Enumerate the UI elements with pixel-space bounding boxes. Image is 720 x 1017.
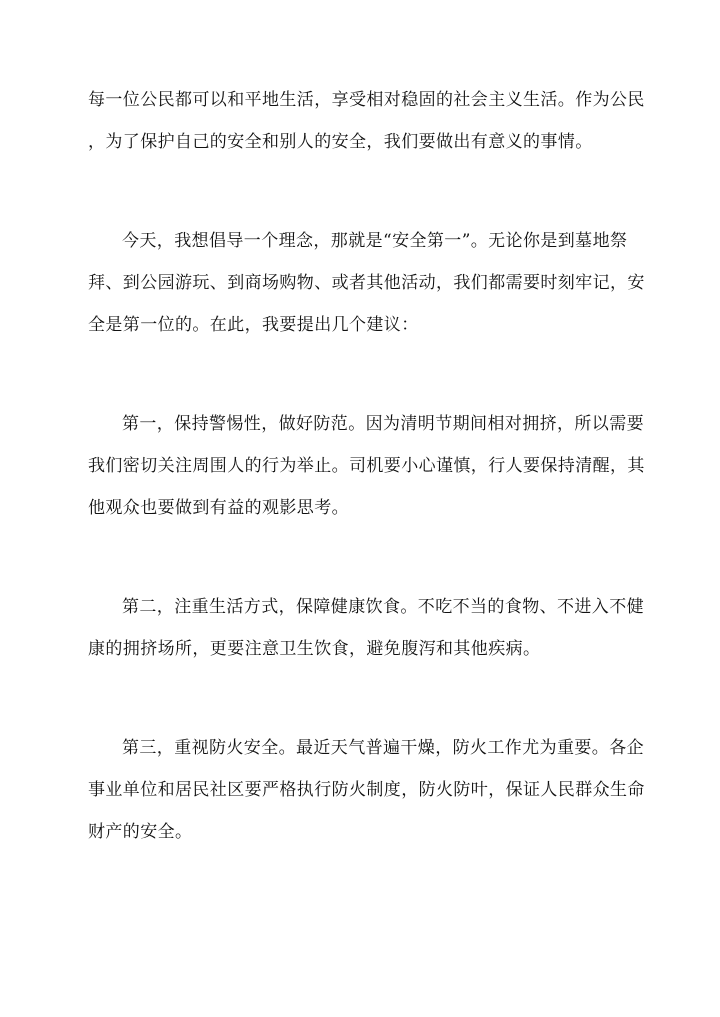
paragraph-3-line-2: 我们密切关注周围人的行为举止。司机要小心谨慎，行人要保持清醒，其 [88,456,645,476]
paragraph-5-line-3: 财产的安全。 [88,822,193,842]
paragraph-2-line-2: 拜、到公园游玩、到商场购物、或者其他活动，我们都需要时刻牢记，安 [88,273,645,293]
paragraph-2-line-3: 全是第一位的。在此，我要提出几个建议： [88,315,419,335]
paragraph-4-line-1: 第二，注重生活方式，保障健康饮食。不吃不当的食物、不进入不健 [122,597,644,617]
paragraph-1-line-2: ，为了保护自己的安全和别人的安全，我们要做出有意义的事情。 [88,132,593,152]
paragraph-3-line-1: 第一，保持警惕性，做好防范。因为清明节期间相对拥挤，所以需要 [122,414,644,434]
paragraph-2-line-1: 今天，我想倡导一个理念，那就是“安全第一”。无论你是到墓地祭 [122,231,628,251]
paragraph-3-line-3: 他观众也要做到有益的观影思考。 [88,498,349,518]
paragraph-5-line-2: 事业单位和居民社区要严格执行防火制度，防火防叶，保证人民群众生命 [88,780,645,800]
paragraph-4-line-2: 康的拥挤场所，更要注意卫生饮食，避免腹泻和其他疾病。 [88,639,541,659]
paragraph-1-line-1: 每一位公民都可以和平地生活，享受相对稳固的社会主义生活。作为公民 [88,90,645,110]
paragraph-5-line-1: 第三，重视防火安全。最近天气普遍干燥，防火工作尤为重要。各企 [122,738,644,758]
